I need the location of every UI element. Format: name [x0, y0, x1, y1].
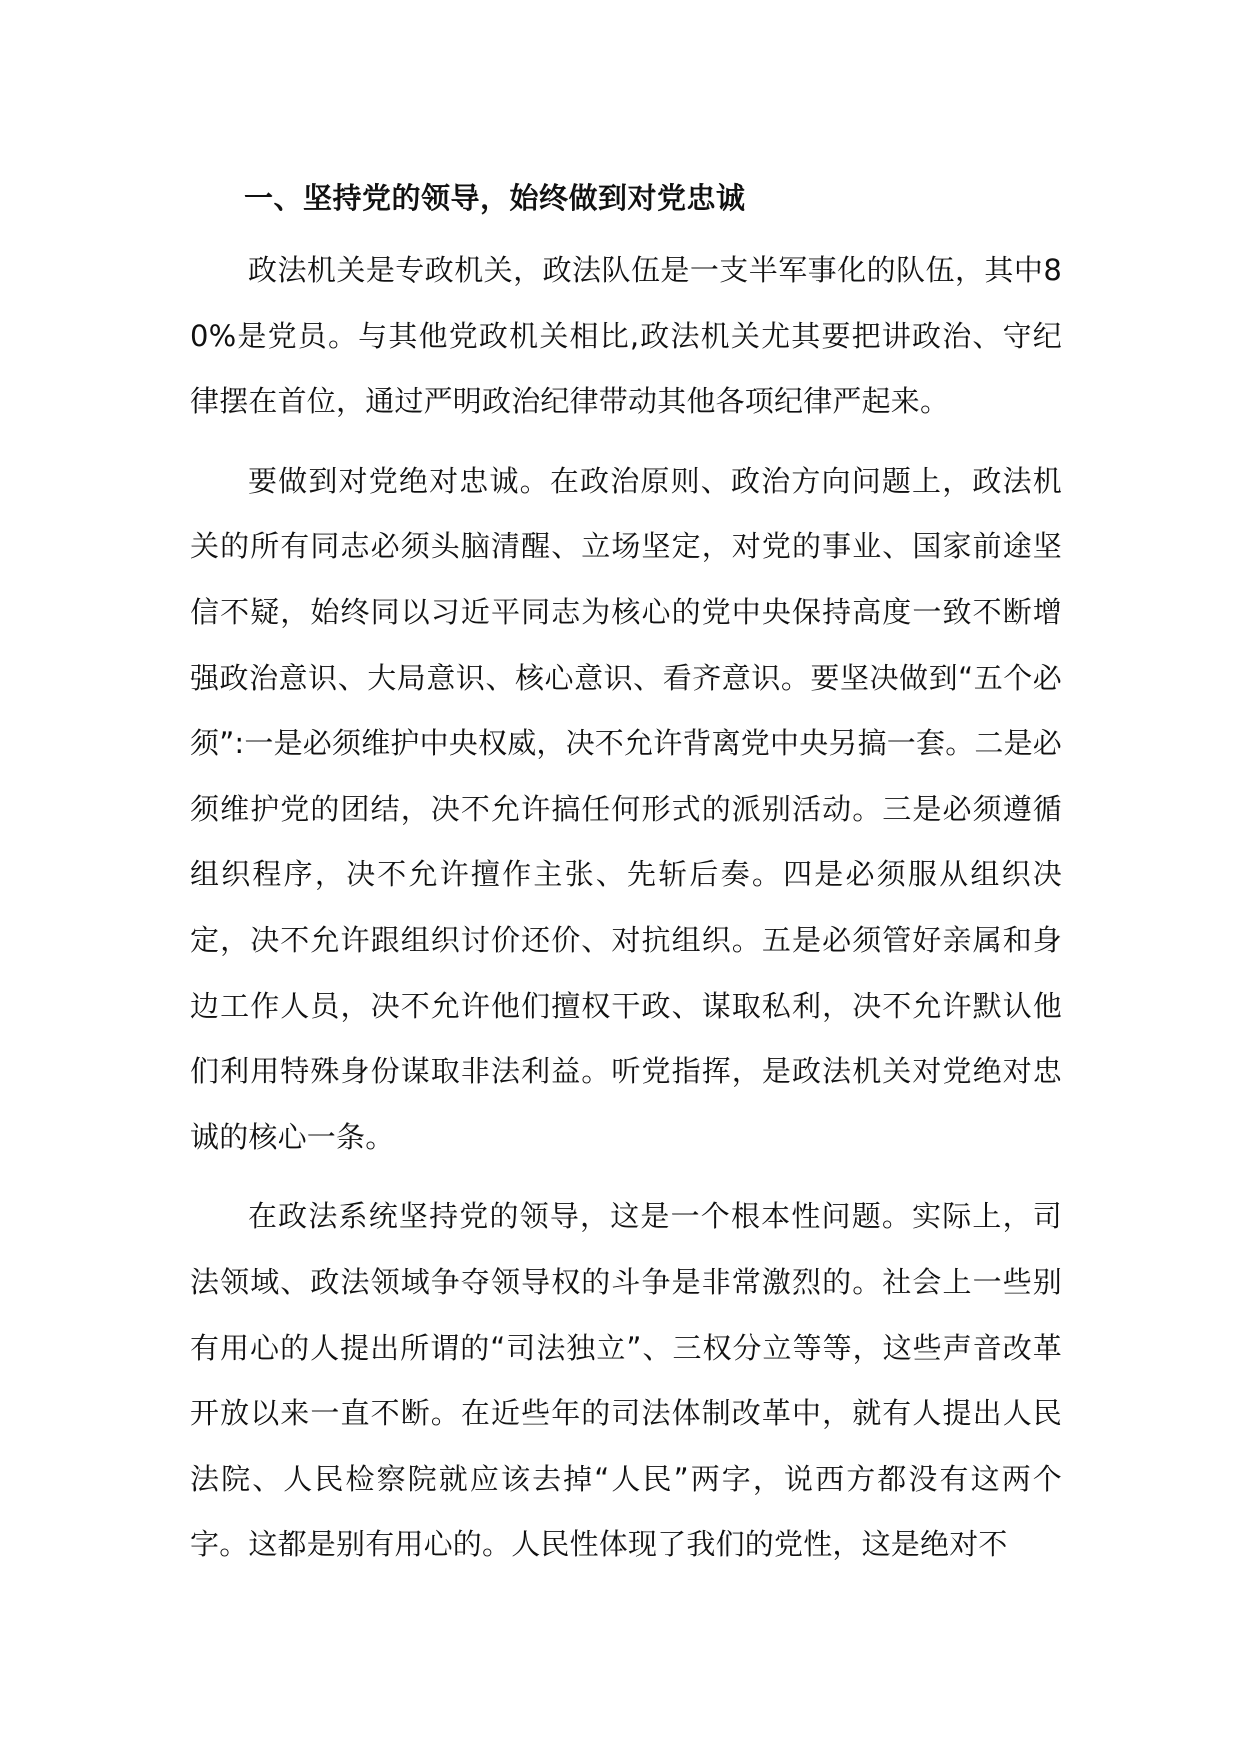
section-heading: 一、坚持党的领导，始终做到对党忠诚: [244, 181, 746, 215]
paragraph-1: 政法机关是专政机关，政法队伍是一支半军事化的队伍，其中80%是党员。与其他党政机关相比,政法机关尤其要把讲政治、守纪律摆在首位，通过严明政治纪律带动其他各项纪律严起来。: [190, 253, 1062, 419]
document-body: [190, 172, 1062, 1578]
paragraph-3: 在政法系统坚持党的领导，这是一个根本性问题。实际上，司法领域、政法领域争夺领导权的斗争是非常激烈的。社会上一些别有用心的人提出所谓的“司法独立”、三权分立等等，这些声音改革开放以来一直不断。在近些年的司法体制改革中，就有人提出人民法院、人民检察院就应该去掉“人民”两字，说西方都没有这两个字。这都是别有用心的。人民性体现了我们的党性，这是绝对不: [190, 1199, 1062, 1562]
paragraph-2: 要做到对党绝对忠诚。在政治原则、政治方向问题上，政法机关的所有同志必须头脑清醒、立场坚定，对党的事业、国家前途坚信不疑，始终同以习近平同志为核心的党中央保持高度一致不断增强政治意识、大局意识、核心意识、看齐意识。要坚决做到“五个必须”:一是必须维护中央权威，决不允许背离党中央另搞一套。二是必须维护党的团结，决不允许搞任何形式的派别活动。三是必须遵循组织程序，决不允许擅作主张、先斩后奏。四是必须服从组织决定，决不允许跟组织讨价还价、对抗组织。五是必须管好亲属和身边工作人员，决不允许他们擅权干政、谋取私利，决不允许默认他们利用特殊身份谋取非法利益。听党指挥，是政法机关对党绝对忠诚的核心一条。: [190, 463, 1062, 1154]
